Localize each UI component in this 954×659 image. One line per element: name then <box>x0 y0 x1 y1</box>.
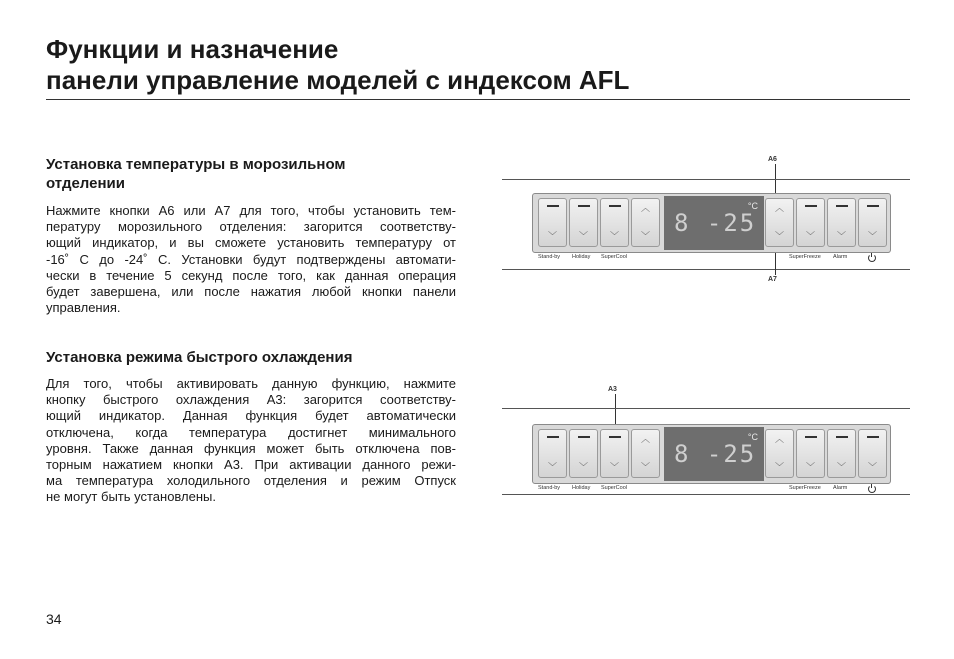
body-line: ма температура холодильного отделения и режим Отпуск <box>46 473 456 489</box>
chevron-down-icon: ﹀ <box>805 462 815 472</box>
chevron-up-icon: ︿ <box>774 434 784 444</box>
body-line: -16˚ С до -24˚ С. Установки будут подтверждены автомати- <box>46 251 456 267</box>
body-line: ющий индикатор, и вы сможете установить температуру от <box>46 235 456 251</box>
section-body-supercool <box>46 376 456 506</box>
label-alarm: Alarm <box>833 485 848 491</box>
heading-line: отделении <box>46 175 125 192</box>
section-body-freezer-temp <box>46 203 456 316</box>
body-line: чески в течение 5 секунд после того, как данная операция <box>46 267 456 283</box>
freezer-temp-button[interactable] <box>765 429 794 478</box>
power-icon <box>868 485 876 493</box>
body-line: управления. <box>46 300 121 316</box>
holiday-button[interactable] <box>569 429 598 478</box>
label-standby: Stand-by <box>538 254 561 260</box>
fridge-temp-button[interactable] <box>631 429 660 478</box>
label-holiday: Holiday <box>572 485 591 491</box>
display-digits: 8 -25 <box>674 440 757 468</box>
body-line: Для того, чтобы активировать данную функцию, нажмите <box>46 376 456 391</box>
body-line: будет завершена, или после нажатия любой кнопки панели <box>46 284 456 300</box>
power-button[interactable] <box>858 429 887 478</box>
supercool-button[interactable] <box>600 198 629 247</box>
label-superfreeze: SuperFreeze <box>789 254 821 260</box>
body-line: отключена, когда температура достигнет минимального <box>46 424 456 440</box>
control-panel <box>532 193 891 253</box>
page-number: 34 <box>46 611 62 627</box>
chevron-down-icon: ﹀ <box>836 231 846 241</box>
title-line-1: Функции и назначение <box>46 34 339 64</box>
chevron-down-icon: ﹀ <box>609 462 619 472</box>
callout-a7: A7 <box>768 276 777 283</box>
chevron-down-icon: ﹀ <box>805 231 815 241</box>
heading-line: Установка режима быстрого охлаждения <box>46 349 353 366</box>
chevron-down-icon: ﹀ <box>774 462 784 472</box>
chevron-down-icon: ﹀ <box>640 462 650 472</box>
chevron-down-icon: ﹀ <box>547 231 557 241</box>
label-alarm: Alarm <box>833 254 848 260</box>
panel-figure-a3 <box>502 382 910 502</box>
label-supercool: SuperCool <box>601 485 627 491</box>
standby-button[interactable] <box>538 429 567 478</box>
page-title <box>46 34 629 96</box>
body-line: уровня. Также данная функция может быть отключена пов- <box>46 440 456 456</box>
callout-a3: A3 <box>608 386 617 393</box>
body-line: торным нажатием кнопки А3. При активации данного режи- <box>46 457 456 473</box>
holiday-button[interactable] <box>569 198 598 247</box>
control-panel <box>532 424 891 484</box>
panel-frame-line-bottom <box>502 494 910 495</box>
body-line: Нажмите кнопки А6 или А7 для того, чтобы установить тем- <box>46 203 456 218</box>
label-holiday: Holiday <box>572 254 591 260</box>
display-unit: °C <box>747 201 758 211</box>
callout-a6: A6 <box>768 156 777 163</box>
chevron-down-icon: ﹀ <box>774 231 784 241</box>
body-line: пературу морозильного отделения: загорится соответству- <box>46 219 456 235</box>
chevron-up-icon: ︿ <box>640 203 650 213</box>
body-line: кнопку быстрого охлаждения А3: загорится соответству- <box>46 392 456 408</box>
panel-figure-a6-a7 <box>502 150 910 290</box>
temperature-display <box>664 196 764 250</box>
label-superfreeze: SuperFreeze <box>789 485 821 491</box>
fridge-temp-button[interactable] <box>631 198 660 247</box>
label-supercool: SuperCool <box>601 254 627 260</box>
superfreeze-button[interactable] <box>796 198 825 247</box>
chevron-down-icon: ﹀ <box>578 231 588 241</box>
chevron-down-icon: ﹀ <box>640 231 650 241</box>
freezer-temp-button-a6-a7[interactable] <box>765 198 794 247</box>
power-icon <box>868 254 876 262</box>
section-heading-freezer-temp <box>46 155 456 193</box>
standby-button[interactable] <box>538 198 567 247</box>
label-standby: Stand-by <box>538 485 561 491</box>
panel-frame-line-top <box>502 179 910 180</box>
chevron-down-icon: ﹀ <box>836 462 846 472</box>
display-unit: °C <box>747 432 758 442</box>
heading-line: Установка температуры в морозильном <box>46 156 346 173</box>
body-line: ющий индикатор. Данная функция будет автоматически <box>46 408 456 424</box>
temperature-display <box>664 427 764 481</box>
chevron-up-icon: ︿ <box>640 434 650 444</box>
display-digits: 8 -25 <box>674 209 757 237</box>
chevron-down-icon: ﹀ <box>867 462 877 472</box>
body-line: не могут быть установлены. <box>46 489 216 505</box>
chevron-down-icon: ﹀ <box>867 231 877 241</box>
chevron-down-icon: ﹀ <box>578 462 588 472</box>
section-heading-supercool <box>46 348 456 367</box>
alarm-button[interactable] <box>827 198 856 247</box>
superfreeze-button[interactable] <box>796 429 825 478</box>
panel-frame-line-top <box>502 408 910 409</box>
chevron-down-icon: ﹀ <box>609 231 619 241</box>
callout-line-a7 <box>775 253 776 275</box>
title-divider <box>46 99 910 100</box>
power-button[interactable] <box>858 198 887 247</box>
chevron-up-icon: ︿ <box>774 203 784 213</box>
panel-frame-line-bottom <box>502 269 910 270</box>
title-line-2: панели управление моделей с индексом AFL <box>46 65 630 95</box>
supercool-button-a3[interactable] <box>600 429 629 478</box>
chevron-down-icon: ﹀ <box>547 462 557 472</box>
alarm-button[interactable] <box>827 429 856 478</box>
